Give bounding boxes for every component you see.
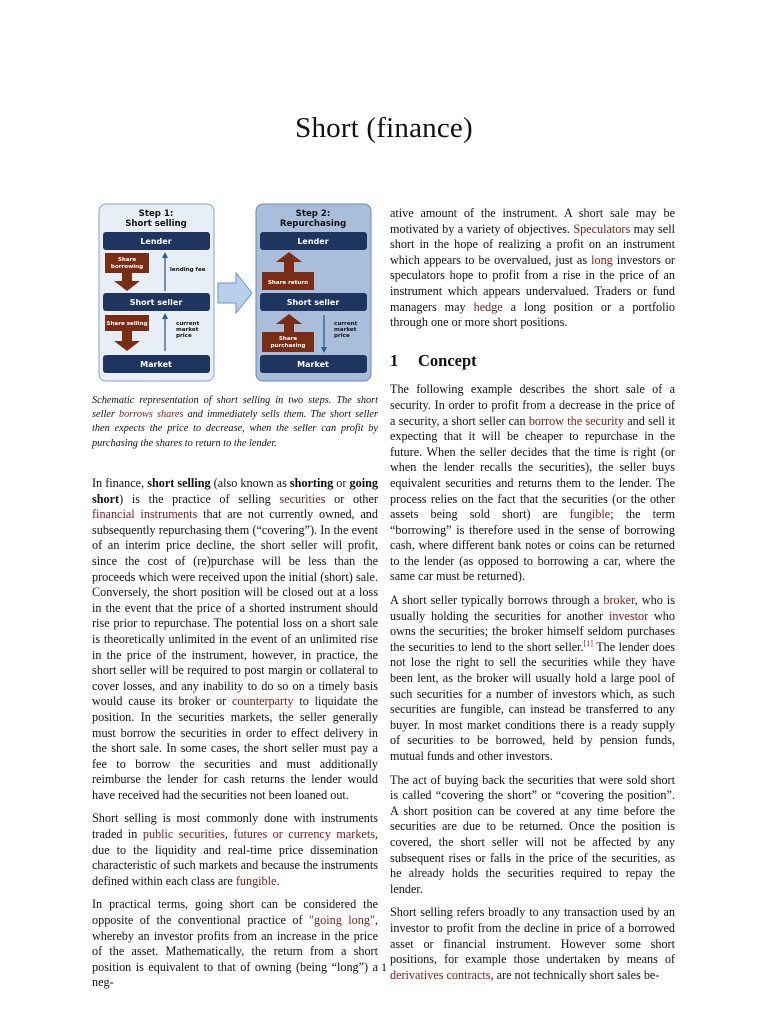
paragraph-broker xyxy=(390,593,675,765)
figure-caption xyxy=(92,394,378,451)
paragraph-covering xyxy=(390,773,675,898)
diagram-svg xyxy=(98,203,378,383)
term-going-short: going short xyxy=(92,476,378,506)
link-counterparty[interactable]: counterparty xyxy=(232,694,294,709)
right-column xyxy=(390,206,675,991)
paragraph-example xyxy=(390,382,675,585)
text: . xyxy=(276,873,280,888)
intro-paragraph xyxy=(92,476,378,803)
step1-lender-label: Lender xyxy=(140,237,172,246)
step2-price-label-2: market xyxy=(334,327,357,333)
link-hedge[interactable]: hedge xyxy=(473,299,503,314)
text: In practical terms, going short can be considered the opposite of the conventional practice of xyxy=(92,897,378,928)
paragraph-continued xyxy=(390,206,675,331)
citation-ref-1[interactable]: [1] xyxy=(583,638,593,648)
text: may sell short in the hope of realizing a profit on an instrument which appears to be overvalued, just as xyxy=(390,221,675,267)
share-return-label: Share return xyxy=(267,280,309,286)
step1-title-line2: Short selling xyxy=(125,219,187,229)
step1-price-label-3: price xyxy=(176,333,192,339)
link-derivatives-contracts[interactable]: derivatives contracts xyxy=(390,967,491,982)
text: , due to the liquidity and real-time price dissemination characteristic of such markets and because the instruments defined within each class are xyxy=(92,827,379,888)
link-public-securities[interactable]: public securities xyxy=(142,827,225,842)
term-short-selling: short selling xyxy=(147,476,211,490)
link-going-long[interactable]: "going long" xyxy=(309,913,375,928)
link-broker[interactable]: broker xyxy=(603,593,635,608)
paragraph-practical-terms xyxy=(92,897,378,991)
step1-panel xyxy=(99,204,214,381)
caption-text-2: and immediately sells them. The short seller then expects the price to decrease, when the seller can profit by purchasing the shares to return to the lender. xyxy=(92,409,378,449)
text: investors or speculators hope to profit from a rise in the price of an instrument which appears undervalued. Traders or fund managers may xyxy=(390,252,675,314)
text: (also known as xyxy=(210,476,290,490)
link-financial-instruments[interactable]: financial instruments xyxy=(92,507,198,522)
page-title: Short (finance) xyxy=(295,112,473,144)
step2-price-label-1: current xyxy=(334,321,358,327)
text: , whereby an investor profits from an increase in the price of the asset. Mathematically, the return from a short position is equivalent to that of owning (being “long”) a neg- xyxy=(92,913,378,990)
text: , xyxy=(224,827,234,842)
share-purchasing-label-2: purchasing xyxy=(270,343,306,349)
text: that are not currently owned, and subsequently repurchasing them (“covering”). In the event of an interim price decline, the short seller will profit, since the cost of (re)purchase will be less than the proceeds which were received upon the initial (short) sale. Conversely, the short position will be closed out at a loss in the event that the price of a shorted instrument should rise prior to repurchase. The potential loss on a short sale is theoretically unlimited in the event of an unlimited rise in the price of the instrument, however, in practice, the short seller will be required to post margin or collateral to cover losses, and any inability to do so on a timely basis would cause its broker or xyxy=(92,507,378,709)
text: ) is the practice of selling xyxy=(119,491,280,506)
share-borrowing-label-1: Share xyxy=(117,257,137,263)
short-selling-diagram xyxy=(98,203,378,383)
link-speculators[interactable]: Speculators xyxy=(573,221,631,236)
text: or other xyxy=(325,491,378,506)
text: who owns the securities; the broker himself seldom purchases the securities to lend to the short seller. xyxy=(390,608,675,654)
share-purchasing-label-1: Share xyxy=(278,336,298,342)
step2-price-label-3: price xyxy=(334,333,350,339)
step1-price-label-2: market xyxy=(176,327,199,333)
text: The following example describes the short sale of a security. In order to profit from a decrease in the price of a security, a short seller can xyxy=(390,382,675,428)
step2-title-line2: Repurchasing xyxy=(279,219,347,229)
text: The act of buying back the securities that were sold short is called “covering the short” or “covering the position”. A short position can be covered at any time before the securities are due to be returned. Once the position is covered, the short seller will not be affected by any subsequent rises or falls in the price of the securities, as he already holds the securities required to repay the lender. xyxy=(390,772,675,896)
text: or xyxy=(333,476,350,490)
text: to liquidate the position. In the securities markets, the seller generally must borrow the securities in order to effect delivery in the short sale. In some cases, the short seller must pay a fee to borrow the securities and must additionally reimburse the lender for cash returns the lender would have received had the securities not been loaned out. xyxy=(92,694,378,802)
step2-market-label: Market xyxy=(297,360,329,369)
step1-title-line1: Step 1: xyxy=(138,209,174,219)
lending-fee-label: lending fee xyxy=(170,267,206,273)
step2-panel xyxy=(256,204,371,381)
text: and sell it expecting that it will be cheaper to repurchase in the future. When the seller decides that the time is right (or when the lender recalls the securities), the seller buys equivalent securities and returns them to the lender. The process relies on the fact that the securities (or the other assets being sold short) are xyxy=(390,413,676,522)
paragraph-instruments xyxy=(92,811,378,889)
link-investor[interactable]: investor xyxy=(608,608,649,623)
text: The lender does not lose the right to sell the securities while they have been lent, as the broker will usually hold a large pool of such securities for a number of investors which, as such securities are fungible, can instead be transferred to any buyer. In most market conditions there is a ready supply of securities to be borrowed, held by pension funds, mutual funds and other investors. xyxy=(390,639,675,763)
link-fungible[interactable]: fungible xyxy=(569,507,611,522)
link-securities[interactable]: securities xyxy=(279,491,326,506)
text: A short seller typically borrows through a xyxy=(390,593,604,608)
text: a long position or a portfolio through one or more short positions. xyxy=(390,299,675,330)
text: Short selling refers broadly to any transaction used by an investor to profit from the decline in price of a borrowed asset or financial instrument. However some short positions, for example those undertaken by means of xyxy=(390,905,675,967)
text: ative amount of the instrument. A short sale may be motivated by a variety of objectives. xyxy=(390,206,675,236)
text: , who is usually holding the securities for another xyxy=(390,593,675,623)
section-heading-concept xyxy=(390,350,675,370)
text: ; the term “borrowing” is therefore used in the sense of borrowing cash, where different bank notes or coins can be returned to the lender (as opposed to borrowing a car, where the same car must be returned). xyxy=(390,507,676,584)
step1-price-label-1: current xyxy=(176,321,200,327)
step2-lender-label: Lender xyxy=(297,237,329,246)
section-number: 1 xyxy=(390,350,399,370)
panel-transition-arrow xyxy=(218,273,252,313)
link-long[interactable]: long xyxy=(591,252,613,267)
section-title: Concept xyxy=(418,350,477,370)
text: In finance, xyxy=(92,476,148,490)
step1-market-label: Market xyxy=(140,360,172,369)
link-borrow-the-security[interactable]: borrow the security xyxy=(528,413,624,428)
text: Short selling is most commonly done with instruments traded in xyxy=(92,811,378,842)
link-fungible[interactable]: fungible xyxy=(235,873,277,888)
step2-short-seller-label: Short seller xyxy=(286,298,340,307)
step1-short-seller-label: Short seller xyxy=(129,298,183,307)
caption-text-1: Schematic representation of short selling in two steps. The short seller xyxy=(92,395,378,421)
page-number: 1 xyxy=(381,960,387,974)
caption-link-borrows-shares[interactable]: borrows shares xyxy=(118,409,184,421)
link-futures-currency-markets[interactable]: futures or currency markets xyxy=(233,827,375,842)
term-shorting: shorting xyxy=(289,476,334,490)
left-column xyxy=(92,476,378,999)
share-selling-label: Share selling xyxy=(106,321,148,327)
share-borrowing-label-2: borrowing xyxy=(110,264,144,270)
text: , are not technically short sales be- xyxy=(490,967,660,982)
step2-title-line1: Step 2: xyxy=(295,209,331,219)
